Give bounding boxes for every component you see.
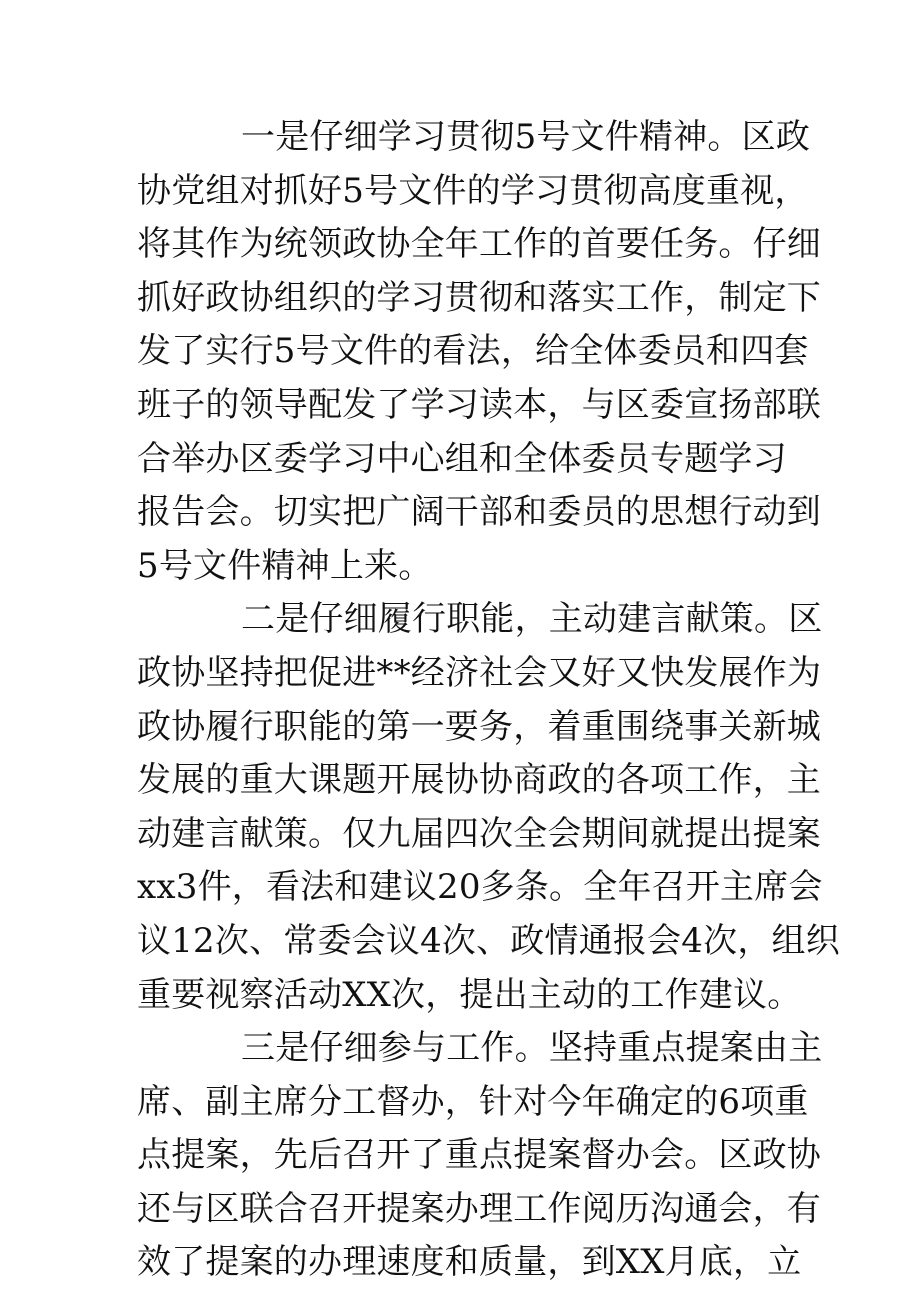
paragraph-2-line-4: 发展的重大课题开展协协商政的各项工作，主	[137, 760, 821, 801]
paragraph-2-line-5: 动建言献策。仅九届四次全会期间就提出提案	[137, 813, 821, 854]
paragraph-1-line-6: 班子的领导配发了学习读本，与区委宣扬部联	[137, 384, 821, 425]
paragraph-1-line-1: 一是仔细学习贯彻5号文件精神。区政	[241, 117, 811, 157]
paragraph-2-line-3: 政协履行职能的第一要务，着重围绕事关新城	[137, 706, 821, 747]
paragraph-1-line-4: 抓好政协组织的学习贯彻和落实工作，制定下	[137, 277, 821, 318]
paragraph-3-line-2: 席、副主席分工督办，针对今年确定的6项重	[137, 1081, 809, 1122]
paragraph-1-line-2: 协党组对抓好5号文件的学习贯彻高度重视，	[137, 170, 809, 211]
paragraph-1-line-5: 发了实行5号文件的看法，给全体委员和四套	[137, 331, 809, 372]
paragraph-3-line-1: 三是仔细参与工作。坚持重点提案由主	[241, 1028, 823, 1069]
document-body	[137, 111, 840, 1290]
paragraph-1-line-9: 5号文件精神上来。	[137, 545, 433, 586]
paragraph-3-line-4: 还与区联合召开提案办理工作阅历沟通会，有	[137, 1188, 821, 1229]
paragraph-2-line-7: 议12次、常委会议4次、政情通报会4次，组织	[137, 920, 840, 961]
paragraph-1-line-7: 合举办区委学习中心组和全体委员专题学习	[137, 438, 787, 479]
paragraph-1-line-3: 将其作为统领政协全年工作的首要任务。仔细	[137, 224, 821, 265]
paragraph-2-line-8: 重要视察活动XX次，提出主动的工作建议。	[137, 974, 802, 1015]
paragraph-2-line-2: 政协坚持把促进**经济社会又好又快发展作为	[137, 652, 822, 693]
paragraph-1-line-8: 报告会。切实把广阔干部和委员的思想行动到	[137, 492, 821, 533]
paragraph-2-line-1: 二是仔细履行职能，主动建言献策。区	[241, 599, 823, 640]
paragraph-3-line-3: 点提案，先后召开了重点提案督办会。区政协	[137, 1135, 821, 1176]
paragraph-2-line-6: xx3件，看法和建议20多条。全年召开主席会	[137, 867, 823, 908]
paragraph-3-line-5: 效了提案的办理速度和质量，到XX月底，立	[137, 1242, 802, 1283]
